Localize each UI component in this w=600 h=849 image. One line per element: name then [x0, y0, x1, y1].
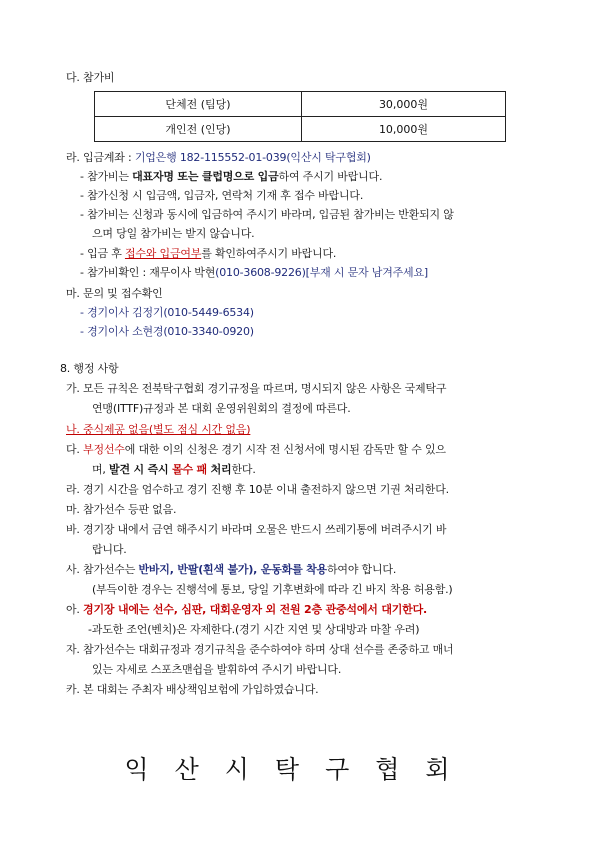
text: 사. 참가선수는: [66, 563, 139, 576]
section-da-heading: 다. 참가비: [66, 71, 115, 84]
rule-sa-line1: [66, 562, 396, 577]
rule-ja-line2: 있는 자세로 스포츠맨쉽을 발휘하여 주시기 바랍니다.: [92, 663, 342, 676]
payment-note-1: [80, 169, 382, 184]
rule-ba-line1: 바. 경기장 내에서 금연 해주시기 바라며 오물은 반드시 쓰레기통에 버려주시기 바: [66, 523, 447, 536]
fee-type-cell: 개인전 (인당): [95, 117, 302, 142]
emphasis-text: 반바지, 반팔(흰색 불가), 운동화를 착용: [138, 563, 327, 576]
text: - 참가비확인 : 재무이사 박현: [80, 266, 216, 279]
highlight-text: 경기장 내에는 선수, 심판, 대회운영자 외 전원 2층 관중석에서 대기한다.: [83, 603, 428, 616]
text: 하여 주시기 바랍니다.: [278, 170, 383, 183]
highlight-text: 접수와 입금여부: [124, 247, 202, 260]
fee-type-cell: 단체전 (팀당): [95, 92, 302, 117]
table-row: [95, 92, 506, 117]
text: 에 대한 이의 신청은 경기 시작 전 신청서에 명시된 감독만 할 수 있으: [124, 443, 446, 456]
section-ma-heading: 마. 문의 및 접수확인: [66, 287, 163, 300]
payment-note-4: [80, 246, 336, 261]
fee-table: [94, 91, 506, 142]
rule-da-line1: [66, 442, 446, 457]
emphasis-text: 처리: [206, 463, 232, 476]
text: 다.: [66, 443, 84, 456]
text: 한다.: [231, 463, 256, 476]
table-row: [95, 117, 506, 142]
emphasis-text: 발견 시 즉시: [109, 463, 173, 476]
account-label: 라. 입금계좌 :: [66, 151, 135, 164]
rule-ra: 라. 경기 시간을 엄수하고 경기 진행 후 10분 이내 출전하지 않으면 기권 처리한다.: [66, 483, 449, 496]
rule-na: 나. 중식제공 없음(별도 점심 시간 없음): [66, 423, 251, 436]
section-ra-heading: [66, 150, 371, 165]
rule-ba-line2: 랍니다.: [92, 543, 127, 556]
payment-note-3: - 참가비는 신청과 동시에 입금하여 주시기 바라며, 입금된 참가비는 반환되지 않: [80, 208, 454, 221]
contact-1: - 경기이사 김정기(010-5449-6534): [80, 306, 254, 319]
payment-note-3-cont: 으며 당일 참가비는 받지 않습니다.: [92, 227, 255, 240]
highlight-text: 부정선수: [83, 443, 125, 456]
rule-a-line2: -과도한 조언(벤치)은 자제한다.(경기 시간 지연 및 상대방과 마찰 우려): [88, 623, 420, 636]
bank-account: 기업은행 182-115552-01-039(익산시 탁구협회): [134, 151, 371, 164]
fee-amount-cell: 10,000원: [302, 117, 506, 142]
rule-ka: 카. 본 대회는 주최자 배상책임보험에 가입하였습니다.: [66, 683, 319, 696]
rule-ma: 마. 참가선수 등판 없음.: [66, 503, 177, 516]
rule-ga-line2: 연맹(ITTF)규정과 본 대회 운영위원회의 결정에 따른다.: [92, 402, 351, 415]
text: 하여야 합니다.: [326, 563, 397, 576]
payment-note-5: [80, 265, 428, 280]
rule-ja-line1: 자. 참가선수는 대회규정과 경기규칙을 준수하여야 하며 상대 선수를 존중하고 매너: [66, 643, 454, 656]
rule-ga-line1: 가. 모든 규칙은 전북탁구협회 경기규정을 따르며, 명시되지 않은 사항은 국제탁구: [66, 382, 447, 395]
section-8-heading: 8. 행정 사항: [60, 362, 119, 375]
rule-da-line2: [92, 462, 256, 477]
text: 며,: [92, 463, 110, 476]
rule-sa-line2: (부득이한 경우는 진행석에 통보, 당일 기후변화에 따라 긴 바지 착용 허용함.): [92, 583, 453, 596]
text: 를 확인하여주시기 바랍니다.: [201, 247, 337, 260]
emphasis-text: 대표자명 또는 클럽명으로 입금: [132, 170, 279, 183]
rule-a-line1: [66, 602, 427, 617]
text: - 입금 후: [80, 247, 125, 260]
text: - 참가비는: [80, 170, 133, 183]
highlight-text: 몰수 패: [172, 463, 207, 476]
contact-2: - 경기이사 소현경(010-3340-0920): [80, 325, 254, 338]
fee-amount-cell: 30,000원: [302, 92, 506, 117]
organizer-signature: 익산시탁구협회: [124, 755, 476, 784]
payment-note-2: - 참가신청 시 입금액, 입금자, 연락처 기재 후 접수 바랍니다.: [80, 189, 364, 202]
text: 아.: [66, 603, 84, 616]
treasurer-contact: (010-3608-9226)[부재 시 문자 남겨주세요]: [215, 266, 428, 279]
